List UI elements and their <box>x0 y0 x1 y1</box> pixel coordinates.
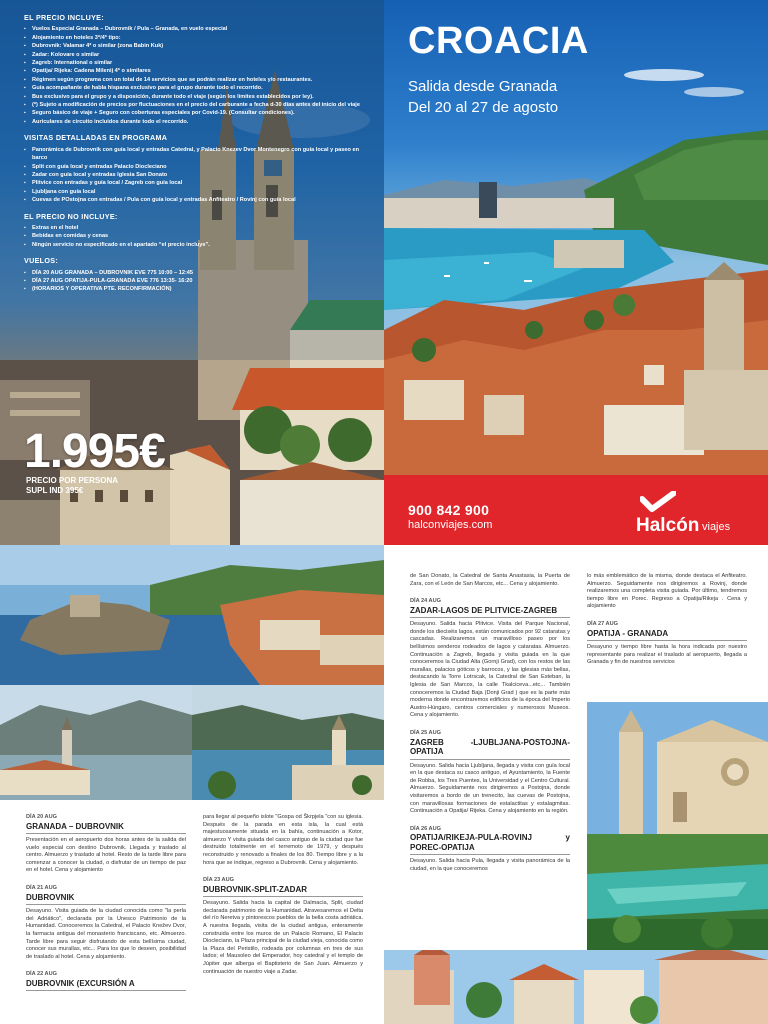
not-included-list <box>24 224 364 249</box>
zadar-church-photo <box>587 702 768 834</box>
day-description: lo más emblemático de la misma, donde destaca el Anfiteatro. Almuerzo. Seguidamente nos dirigiremos a Rovinj, donde realizaremos una completa visita guiada. Por último, tendremos tiempo libre en Porec. Regreso a Opatija/Rikeja . Cena y alojamiento <box>587 573 747 610</box>
day-description: Desayuno y tiempo libre hasta la hora indicada por nuestro representante para realizar el traslado al aeropuerto, llegada a Granada y fin de nuestros servicios <box>587 644 747 666</box>
list-item: ▪ Plitvice con entradas y guía local / Zagreb con guía local <box>24 179 364 187</box>
list-item: ▪ Extras en el hotel <box>24 224 364 232</box>
day-title: DUBROVNIK-SPLIT-ZADAR <box>203 885 363 898</box>
day-title: ZADAR-LAGOS DE PLITVICE-ZAGREB <box>410 606 570 619</box>
day-description: Desayuno. Salida hacia Ljubljana, llegada y visita con guía local en la que destaca su casco antiguo, el Ayuntamiento, la Fuente de Robba, los Tres Puentes, la Universidad y el Centro Cultural. Almuerzo. Seguidamente nos dirigiremos a Postojna, donde visitaremos a bordo de un trenecito, las cuevas de Postojna, con maravillosas formaciones de estalactitas y estalagmitas. Continuación a Opatija/ Rijeka. Cena y alojamiento en la región. <box>410 762 570 815</box>
list-item: ▪ Zadar: Kolovare o similar <box>24 51 364 59</box>
list-item: ▪ Zagreb: International o similar <box>24 59 364 67</box>
included-title: EL PRECIO INCLUYE: <box>24 13 104 22</box>
list-item: ▪ Cuevas de POstojna con entradas / Pula con guía local y entradas Anfiteatro / Rovinj con guía local <box>24 196 364 204</box>
list-item: ▪ Ljubljana con guía local <box>24 188 364 196</box>
day-description: Desayuno. Salida hacia Plitvice. Visita del Parque Nacional, donde los dieciséis lagos, están comunicados por 92 cataratas y cascadas. Realizaremos un maravilloso paseo por los bellísimos senderos rodeados de lagos y cataratas. Almuerzo. Continuación a Zagreb, llegada y visita guiada en la que conoceremos la Ciudad Alta (Gornji Grad), con los restos de las murallas, palacios góticos y barrocos, y las iglesias más bellas, destacando la Torre Lotrscak, la Catedral de San Esteban, la Iglesia de San Marcos, la calle Tkalciceva...etc... También conoceremos la Ciudad Baja (Donji Grad ) que es la parte más moderna donde encontraremos edificios de la época del Imperio Austro-Húngaro, centros comerciales y numerosos Museos. Cena y alojamiento. <box>410 621 570 719</box>
list-item: ▪ Panorámica de Dubrovnik con guía local y entradas Catedral, y Palacio Knezev Dvor Montenegro con guía local y paseo en barco <box>24 146 364 163</box>
list-item: ▪ Bus exclusivo para el grupo y a disposición, durante todo el viaje (según los límites establecidos por ley). <box>24 93 364 101</box>
single-supplement: SUPL IND 395€ <box>26 486 84 495</box>
ljubljana-photo <box>384 950 768 1024</box>
day-date: DÍA 25 AUG <box>410 730 441 736</box>
day-title: OPATIJA - GRANADA <box>587 629 747 642</box>
itinerary-column-3 <box>410 573 570 874</box>
itinerary-day <box>203 877 363 976</box>
list-item: ▪ Opatija/ Rijeka: Cadena Milenij 4* o similares <box>24 67 364 75</box>
list-item: ▪ Régimen según programa con un total de 14 servicios que se podrán realizar en hoteles y/o restaurantes. <box>24 76 364 84</box>
day-date: DÍA 27 AUG <box>587 620 618 627</box>
visits-list <box>24 146 364 205</box>
day-title: DUBROVNIK (EXCURSIÓN A <box>26 979 186 992</box>
itinerary-day <box>410 826 570 874</box>
list-item: ▪ (HORARIOS Y OPERATIVA PTE. RECONFIRMACIÓN) <box>24 285 364 293</box>
travel-dates: Del 20 al 27 de agosto <box>408 99 559 116</box>
conditions-text <box>24 14 364 294</box>
day-title: GRANADA – DUBROVNIK <box>26 822 186 835</box>
halcon-check-icon <box>640 491 676 513</box>
day-description: Desayuno. Salida hacia la capital de Dalmacia, Split, ciudad declarada patrimonio de la Humanidad. Atravesaremos el Delta del río Neretva y pintorescos pueblos de la bella costa adriática. A nuestra llegada, visita de la ciudad antigua, enteramente construida entre los muros de un Palacio Romano, El Palacio Diocleciano, la Plaza principal de la ciudad vieja, conocida como la Plaza del Peristilo, rodeada por columnas en tres de sus lados; el Mausoleo del Emperador, hoy catedral y el templo de Júpiter que alberga el Baptisterio de San Juan. Almuerzo y continuación de nuestro viaje a Zadar. <box>203 900 363 975</box>
list-item: ▪ Seguro básico de viaje + Seguro con coberturas especiales por Covid-19. (Consultar condiciones). <box>24 109 364 117</box>
itinerary-day <box>587 573 747 611</box>
itinerary-column-1 <box>26 814 186 994</box>
day-title: DUBROVNIK <box>26 893 186 906</box>
list-item: ▪ DÍA 27 AUG OPATIJA-PULA-GRANADA EVE 776 13:35- 16:20 <box>24 277 364 285</box>
list-item: ▪ Dubrovnik: Valamar 4* o similar (zona Babin Kuk) <box>24 42 364 50</box>
itinerary-day <box>410 730 570 816</box>
day-date: DÍA 23 AUG <box>203 877 234 884</box>
itinerary-day <box>587 621 747 667</box>
cover-panel <box>384 0 768 475</box>
kotor-bay-photo <box>0 685 192 800</box>
day-description: Desayuno. Salida hacia Pula, llegada y visita panorámica de la ciudad, en la que conoceremos <box>410 858 570 872</box>
flights-list <box>24 269 364 294</box>
logo-suffix-text: viajes <box>702 521 731 533</box>
itinerary-day <box>26 885 186 961</box>
itinerary-column-4 <box>587 573 747 667</box>
day-description: de San Donato, la Catedral de Santa Anastasia, la Puerta de Zara, con el León de San Marcos, etc... Cena y alojamiento. <box>410 573 570 587</box>
halcon-logo <box>636 489 756 537</box>
day-description: Presentación en el aeropuerto dos horas antes de la salida del vuelo especial con destino Dubrovnik. Llegada y traslado al centro. Almuerzo y traslado al hotel. Resto de la tarde libre para comenzar a conocer la ciudad, o disfrutar de un tiempo de paz en el hotel. Cena y alojamiento <box>26 837 186 874</box>
day-description: para llegar al pequeño islote "Gospa od Škrpjela "con su iglesia. Después de la parada en esta isla, la cual está majestuosamente situada en la bahía, continuación a Kotor, almuerzo Y visita guiada del casco antiguo de la ciudad que fue destruido totalmente en el terremoto de 1979, y después reconstruido y renovado a finales de los 80. Tiempo libre y a la hora que se indique, regreso a Dubrovnik. Cena y alojamiento. <box>203 814 363 866</box>
website-link[interactable]: halconviajes.com <box>408 519 493 531</box>
itinerary-day <box>410 573 570 588</box>
list-item: ▪ Split con guía local y entradas Palacio Diocleciano <box>24 163 364 171</box>
day-date: DÍA 26 AUG <box>410 825 441 832</box>
list-item: ▪ Auriculares de circuito incluidos durante todo el recorrido. <box>24 118 364 126</box>
price-caption <box>26 476 118 496</box>
price-per-person: PRECIO POR PERSONA <box>26 476 119 485</box>
day-title: OPATIJA/RIKEJA-PULA-ROVINJ y POREC-OPATIJA <box>410 833 570 855</box>
contact-bar <box>384 475 768 545</box>
list-item: ▪ Guía acompañante de habla hispana exclusivo para el grupo durante todo el recorrido. <box>24 84 364 92</box>
day-date: DÍA 21 AUG <box>26 885 57 892</box>
itinerary-day <box>26 814 186 875</box>
flights-title: VUELOS: <box>24 256 59 266</box>
list-item: ▪ Zadar con guía local y entradas Iglesia San Donato <box>24 171 364 179</box>
day-date: DÍA 24 AUG <box>410 598 441 605</box>
itinerary-day <box>26 971 186 991</box>
day-date: DÍA 22 AUG <box>26 971 57 978</box>
itinerary-day <box>203 814 363 867</box>
dubrovnik-photo <box>0 545 384 685</box>
price: 1.995€ <box>24 425 165 478</box>
day-description: Desayuno. Visita guiada de la ciudad conocida como "la perla del Adriático", declarada por la Unesco Patrimonio de la Humanidad. Conoceremos la Catedral, el Palacio Knežev Dvor, la farmacia antigua del monasterio franciscano, etc. Almuerzo. Tarde libre para seguir disfrutando de esta bellísima ciudad, conocer sus murallas, etc... Para los que lo deseen, posibilidad de traslado al hotel. Cena y alojamiento. <box>26 908 186 960</box>
included-list <box>24 25 364 126</box>
logo-main-text: Halcón <box>636 515 700 536</box>
departure-city: Salida desde Granada <box>408 78 558 95</box>
conditions-panel <box>0 0 384 545</box>
itinerary-day <box>410 598 570 720</box>
list-item: ▪ Ningún servicio no especificado en el apartado “el precio incluye”. <box>24 241 364 249</box>
not-included-title: EL PRECIO NO INCLUYE: <box>24 211 118 221</box>
destination-title: CROACIA <box>408 20 589 62</box>
day-date: DÍA 20 AUG <box>26 814 57 820</box>
day-title: ZAGREB -LJUBLJANA-POSTOJNA-OPATIJA <box>410 738 570 760</box>
itinerary-column-2 <box>203 814 363 976</box>
list-item: ▪ DÍA 20 AUG GRANADA – DUBROVNIK EVE 775 10:00 – 12:45 <box>24 269 364 277</box>
perast-photo <box>192 685 384 800</box>
split-coast-photo <box>384 0 768 475</box>
phone-number[interactable]: 900 842 900 <box>408 502 490 518</box>
visits-title: VISITAS DETALLADAS EN PROGRAMA <box>24 133 168 143</box>
plitvice-lakes-photo <box>587 834 768 950</box>
list-item: ▪ Vuelos Especial Granada – Dubrovnik / Pula – Granada, en vuelo especial <box>24 25 364 33</box>
list-item: ▪ Bebidas en comidas y cenas <box>24 232 364 240</box>
list-item: ▪ Alojamiento en hoteles 3*/4* tipo: <box>24 34 364 42</box>
list-item: ▪ (*) Sujeto a modificación de precios por fluctuaciones en el precio del carburante a fecha d-30 días antes del inicio del viaje <box>24 101 364 109</box>
